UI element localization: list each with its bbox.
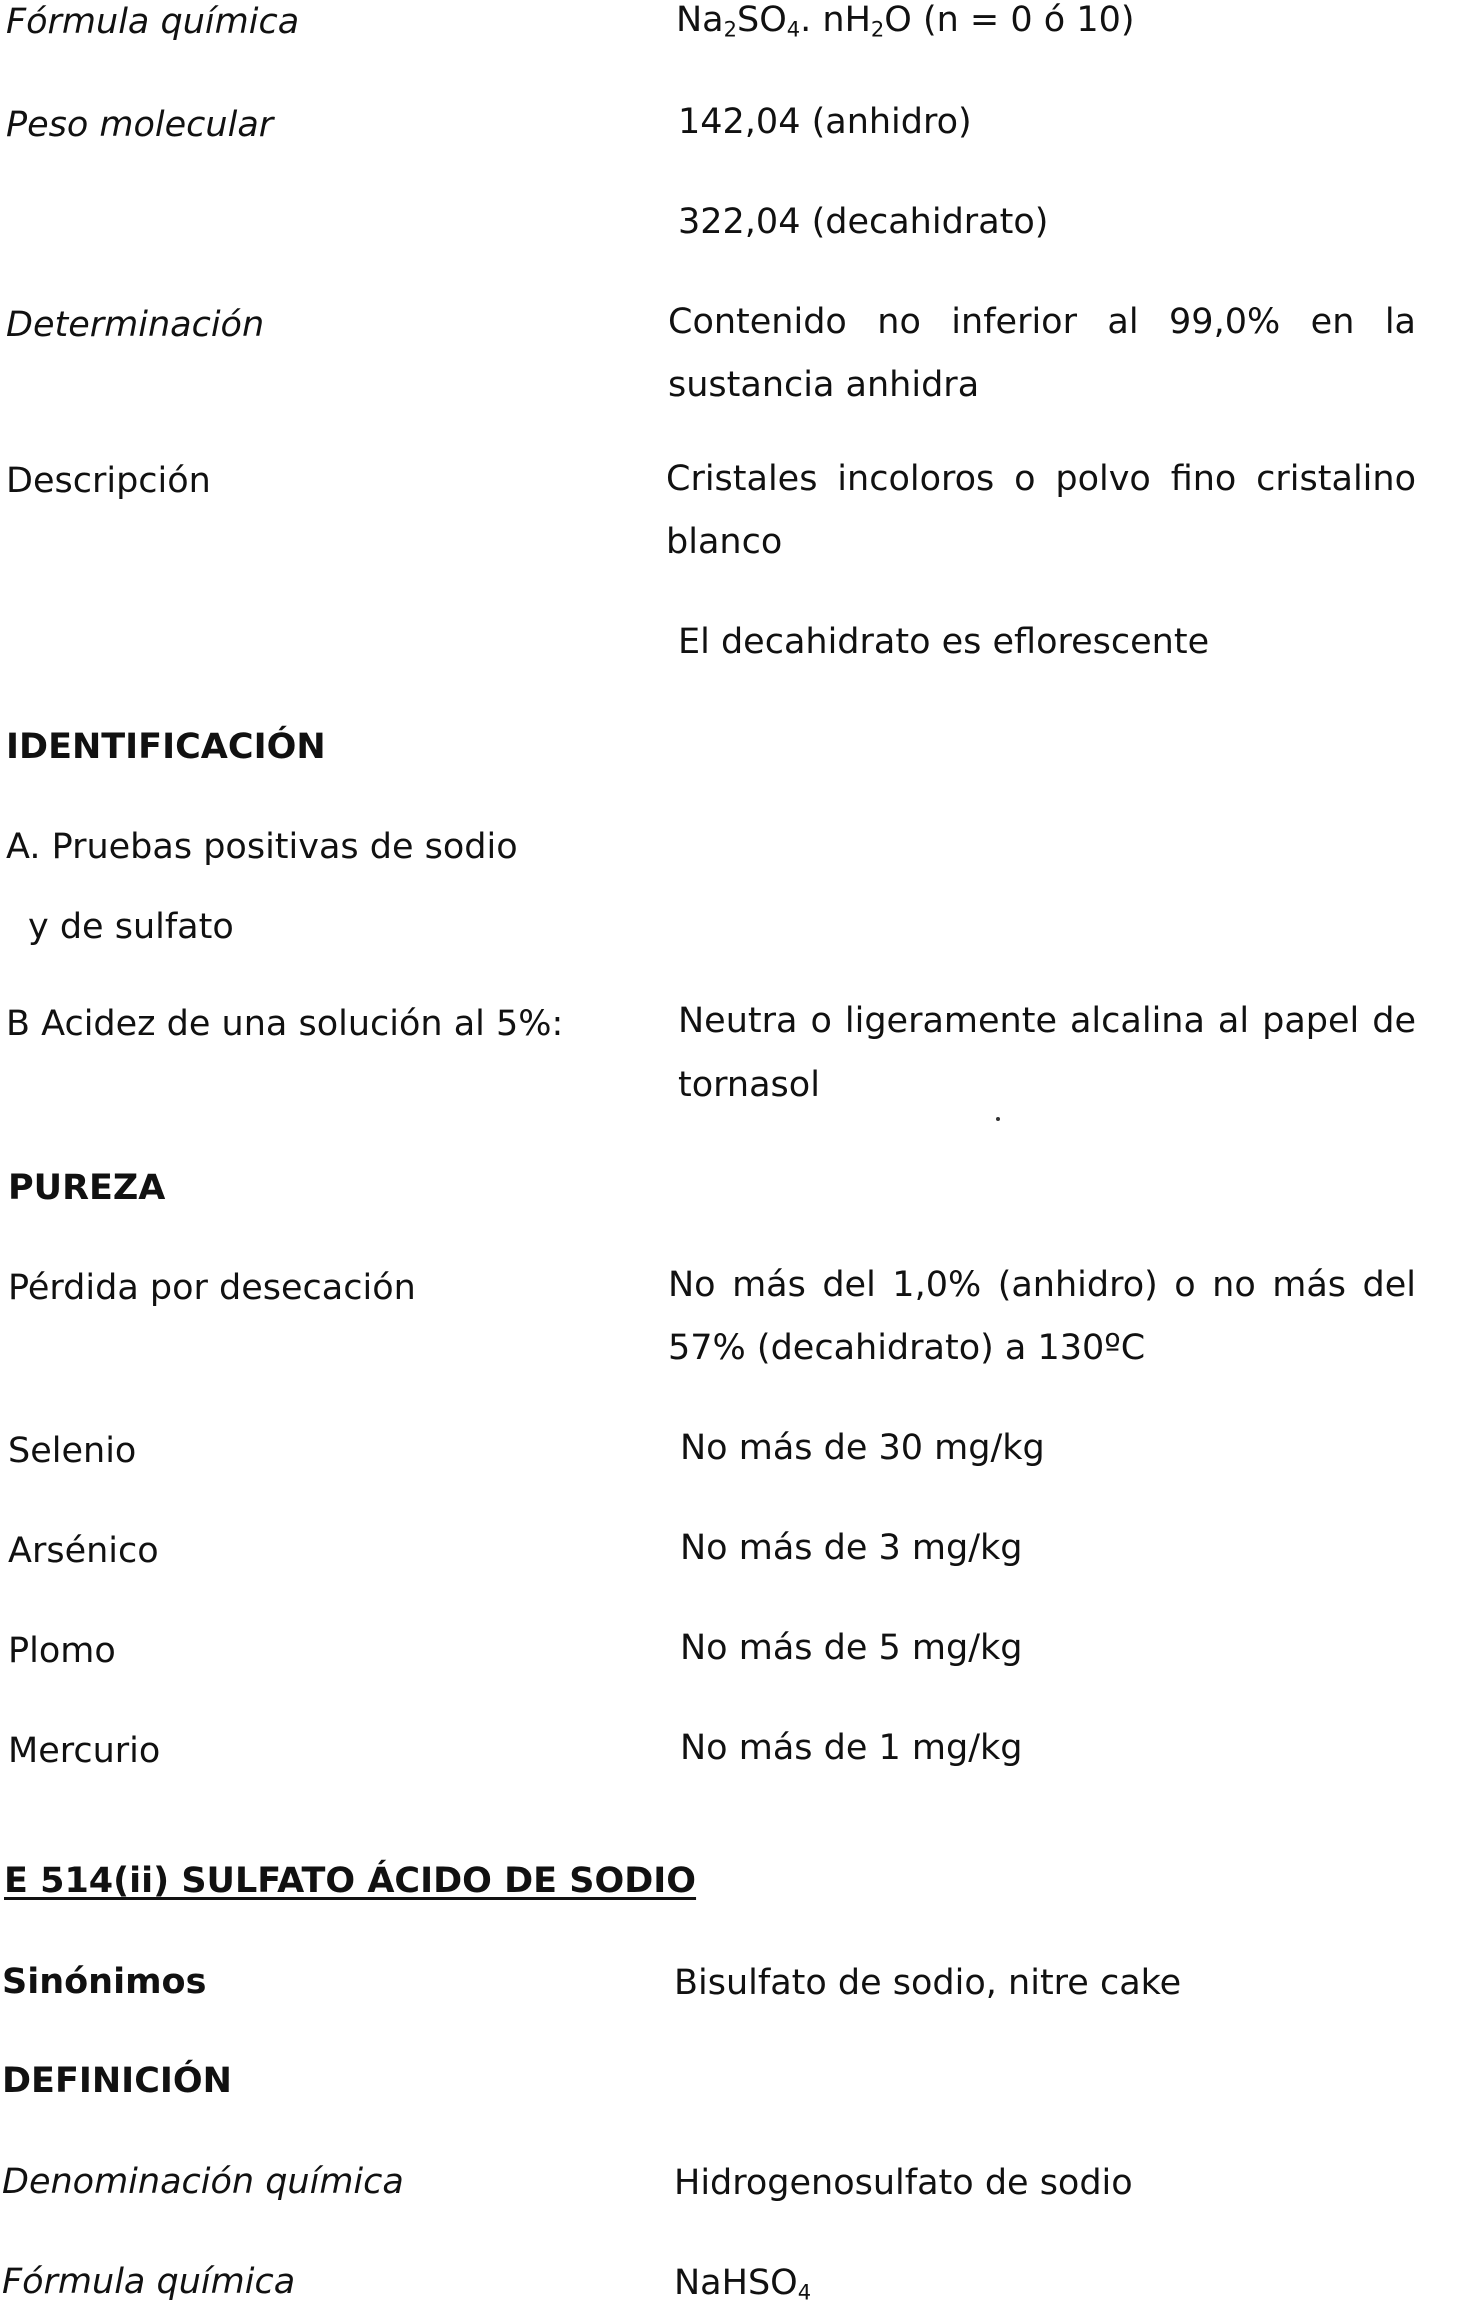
perdida-value-line1: No más del 1,0% (anhidro) o no más del <box>668 1265 1416 1305</box>
determinacion-value-line1: Contenido no inferior al 99,0% en la <box>668 302 1416 342</box>
perdida-label: Pérdida por desecación <box>8 1268 416 1308</box>
determinacion-label: Determinación <box>6 305 265 345</box>
mercurio-value: No más de 1 mg/kg <box>680 1728 1023 1768</box>
plomo-value: No más de 5 mg/kg <box>680 1628 1023 1668</box>
descripcion-value-line2: blanco <box>666 522 783 562</box>
determinacion-value-line2: sustancia anhidra <box>668 365 980 405</box>
selenio-value: No más de 30 mg/kg <box>680 1428 1045 1468</box>
formula-quimica-label-2: Fórmula química <box>2 2262 296 2302</box>
peso-molecular-decahidrato: 322,04 (decahidrato) <box>678 202 1049 242</box>
sinonimos-label: Sinónimos <box>2 1962 207 2002</box>
formula-label: Fórmula química <box>6 2 300 42</box>
definicion-heading: DEFINICIÓN <box>2 2061 232 2101</box>
peso-molecular-label: Peso molecular <box>6 105 274 145</box>
acidez-value-line2: tornasol <box>678 1065 820 1105</box>
formula-quimica-value-2: NaHSO$_4$ <box>674 2263 812 2305</box>
selenio-label: Selenio <box>8 1431 137 1471</box>
section-title-e514: E 514(ii) SULFATO ÁCIDO DE SODIO <box>4 1861 697 1901</box>
formula-value: $Na_2SO_4$. $nH_2O$ (n = 0 ó 10) <box>676 0 1135 42</box>
mercurio-label: Mercurio <box>8 1731 161 1771</box>
perdida-value-line2: 57% (decahidrato) a 130ºC <box>668 1328 1146 1368</box>
descripcion-value-line1: Cristales incoloros o polvo fino cristalino <box>666 459 1416 499</box>
arsenico-value: No más de 3 mg/kg <box>680 1528 1023 1568</box>
identificacion-heading: IDENTIFICACIÓN <box>6 727 326 767</box>
identificacion-a-line1: A. Pruebas positivas de sodio <box>6 827 518 867</box>
descripcion-label: Descripción <box>6 461 211 501</box>
denominacion-value: Hidrogenosulfato de sodio <box>674 2163 1133 2203</box>
arsenico-label: Arsénico <box>8 1531 159 1571</box>
acidez-label: B Acidez de una solución al 5%: <box>6 1004 564 1044</box>
descripcion-value-line3: El decahidrato es eflorescente <box>678 622 1210 662</box>
peso-molecular-anhidro: 142,04 (anhidro) <box>678 102 972 142</box>
sinonimos-value: Bisulfato de sodio, nitre cake <box>674 1963 1182 2003</box>
denominacion-label: Denominación química <box>2 2162 404 2202</box>
acidez-value-line1: Neutra o ligeramente alcalina al papel de <box>678 1001 1416 1041</box>
identificacion-a-line2: y de sulfato <box>28 907 234 947</box>
plomo-label: Plomo <box>8 1631 116 1671</box>
pureza-heading: PUREZA <box>8 1168 166 1208</box>
stray-dot <box>996 1117 1000 1121</box>
